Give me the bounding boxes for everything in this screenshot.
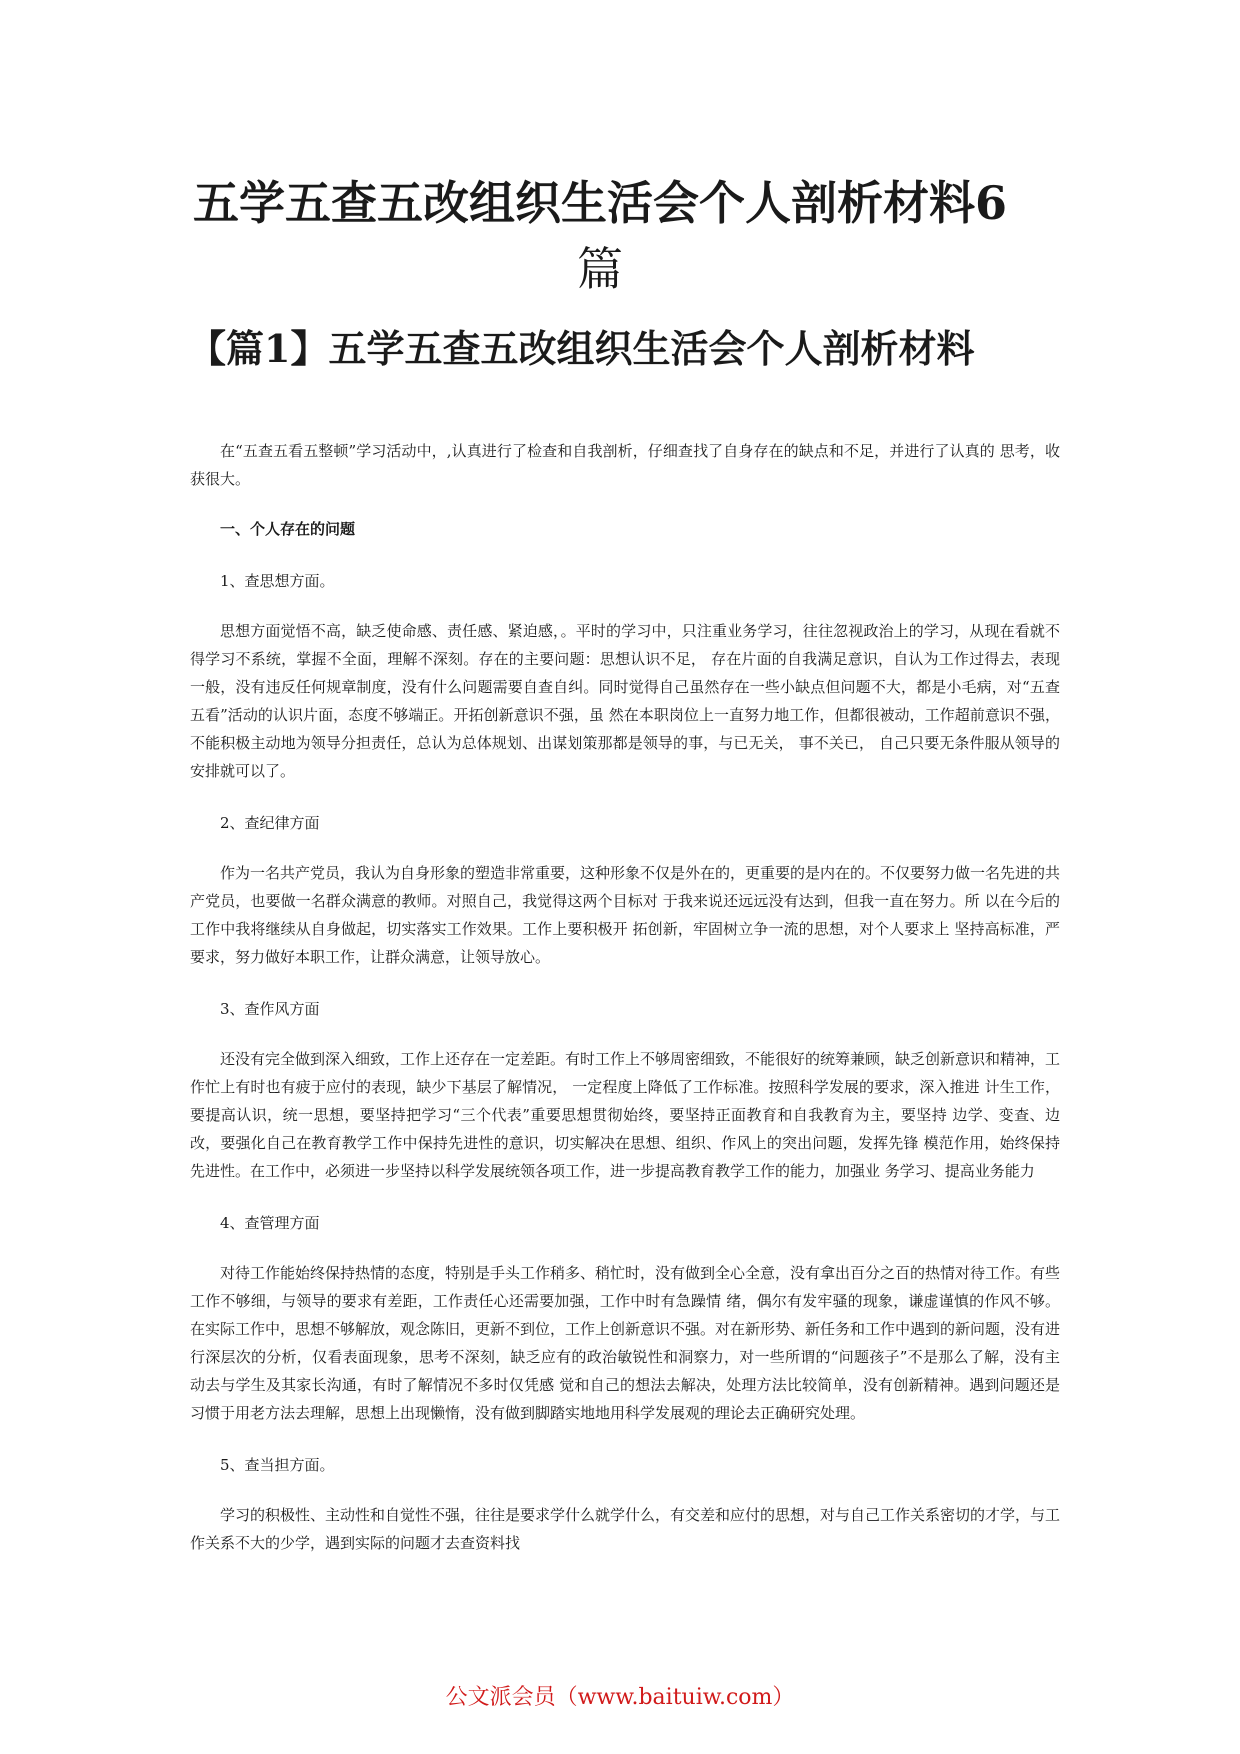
item-paragraph-2: 作为一名共产党员，我认为自身形象的塑造非常重要，这种形象不仅是外在的，更重要的是内在的。不仅要努力做一名先进的共产党员，也要做一名群众满意的教师。对照自己，我觉得这两个目标对 于我来说还远远没有达到，但我一直在努力。所 以在今后的工作中我将继续从自身做起，切实落实工作效果。工作上要积极开 拓创新，牢固树立争一流的思想，对个人要求上 坚持高标准，严要求，努力做好本职工作，让群众满意，让领导放心。: [190, 864, 1061, 966]
item-heading-3: 3、查作风方面: [220, 1000, 320, 1018]
item-heading-1: 1、查思想方面。: [220, 572, 335, 590]
document-title: [150, 170, 1050, 302]
document-title-main: 五学五查五改组织生活会个人剖析材料6: [192, 176, 1007, 230]
part-heading: 一、个人存在的问题: [220, 520, 356, 538]
section-heading: 【篇1】五学五查五改组织生活会个人剖析材料: [188, 326, 975, 371]
intro-paragraph: 在“五查五看五整顿”学习活动中，,认真进行了检查和自我剖析，仔细查找了自身存在的缺点和不足，并进行了认真的 思考，收获很大。: [190, 442, 1060, 488]
document-title-tail: 篇: [577, 242, 623, 296]
item-heading-5: 5、查当担方面。: [220, 1456, 335, 1474]
item-heading-2: 2、查纪律方面: [220, 814, 320, 832]
item-heading-4: 4、查管理方面: [220, 1214, 320, 1232]
footer-watermark: 公文派会员（www.baituiw.com）: [445, 1685, 795, 1710]
item-paragraph-3: 还没有完全做到深入细致，工作上还存在一定差距。有时工作上不够周密细致，不能很好的统筹兼顾，缺乏创新意识和精神，工作忙上有时也有疲于应付的表现，缺少下基层了解情况， 一定程度上降低了工作标准。按照科学发展的要求，深入推进 计生工作，要提高认识，统一思想，要坚持把学习“三个代表”重要思想贯彻始终，要坚持正面教育和自我教育为主，要坚持 边学、变查、边改，要强化自己在教育教学工作中保持先进性的意识，切实解决在思想、组织、作风上的突出问题，发挥先锋 模范作用，始终保持先进性。在工作中，必须进一步坚持以科学发展统领各项工作，进一步提高教育教学工作的能力，加强业 务学习、提高业务能力: [190, 1050, 1061, 1180]
item-paragraph-4: 对待工作能始终保持热情的态度，特别是手头工作稍多、稍忙时，没有做到全心全意，没有拿出百分之百的热情对待工作。有些工作不够细，与领导的要求有差距，工作责任心还需要加强，工作中时有急躁情 绪，偶尔有发牢骚的现象，谦虚谨慎的作风不够。在实际工作中，思想不够解放，观念陈旧，更新不到位，工作上创新意识不强。对在新形势、新任务和工作中遇到的新问题，没有进行深层次的分析，仅看表面现象，思考不深刻，缺乏应有的政治敏锐性和洞察力，对一些所谓的“问题孩子”不是那么了解，没有主动去与学生及其家长沟通，有时了解情况不多时仅凭感 觉和自己的想法去解决，处理方法比较简单，没有创新精神。遇到问题还是习惯于用老方法去理解，思想上出现懒惰，没有做到脚踏实地地用科学发展观的理论去正确研究处理。: [190, 1264, 1061, 1422]
document-body: [190, 437, 1060, 1557]
item-paragraph-5: 学习的积极性、主动性和自觉性不强，往往是要求学什么就学什么，有交差和应付的思想，对与自己工作关系密切的才学，与工作关系不大的少学，遇到实际的问题才去查资料找: [190, 1506, 1061, 1552]
item-paragraph-1: 思想方面觉悟不高，缺乏使命感、责任感、紧迫感，。平时的学习中，只注重业务学习，往往忽视政治上的学习，从现在看就不得学习不系统，掌握不全面，理解不深刻。存在的主要问题：思想认识不足， 存在片面的自我满足意识，自认为工作过得去，表现一般，没有违反任何规章制度，没有什么问题需要自查自纠。同时觉得自己虽然存在一些小缺点但问题不大，都是小毛病，对“五查五看”活动的认识片面，态度不够端正。开拓创新意识不强，虽 然在本职岗位上一直努力地工作，但都很被动，工作超前意识不强，不能积极主动地为领导分担责任，总认为总体规划、出谋划策那都是领导的事，与已无关， 事不关已， 自己只要无条件服从领导的安排就可以了。: [190, 622, 1060, 780]
